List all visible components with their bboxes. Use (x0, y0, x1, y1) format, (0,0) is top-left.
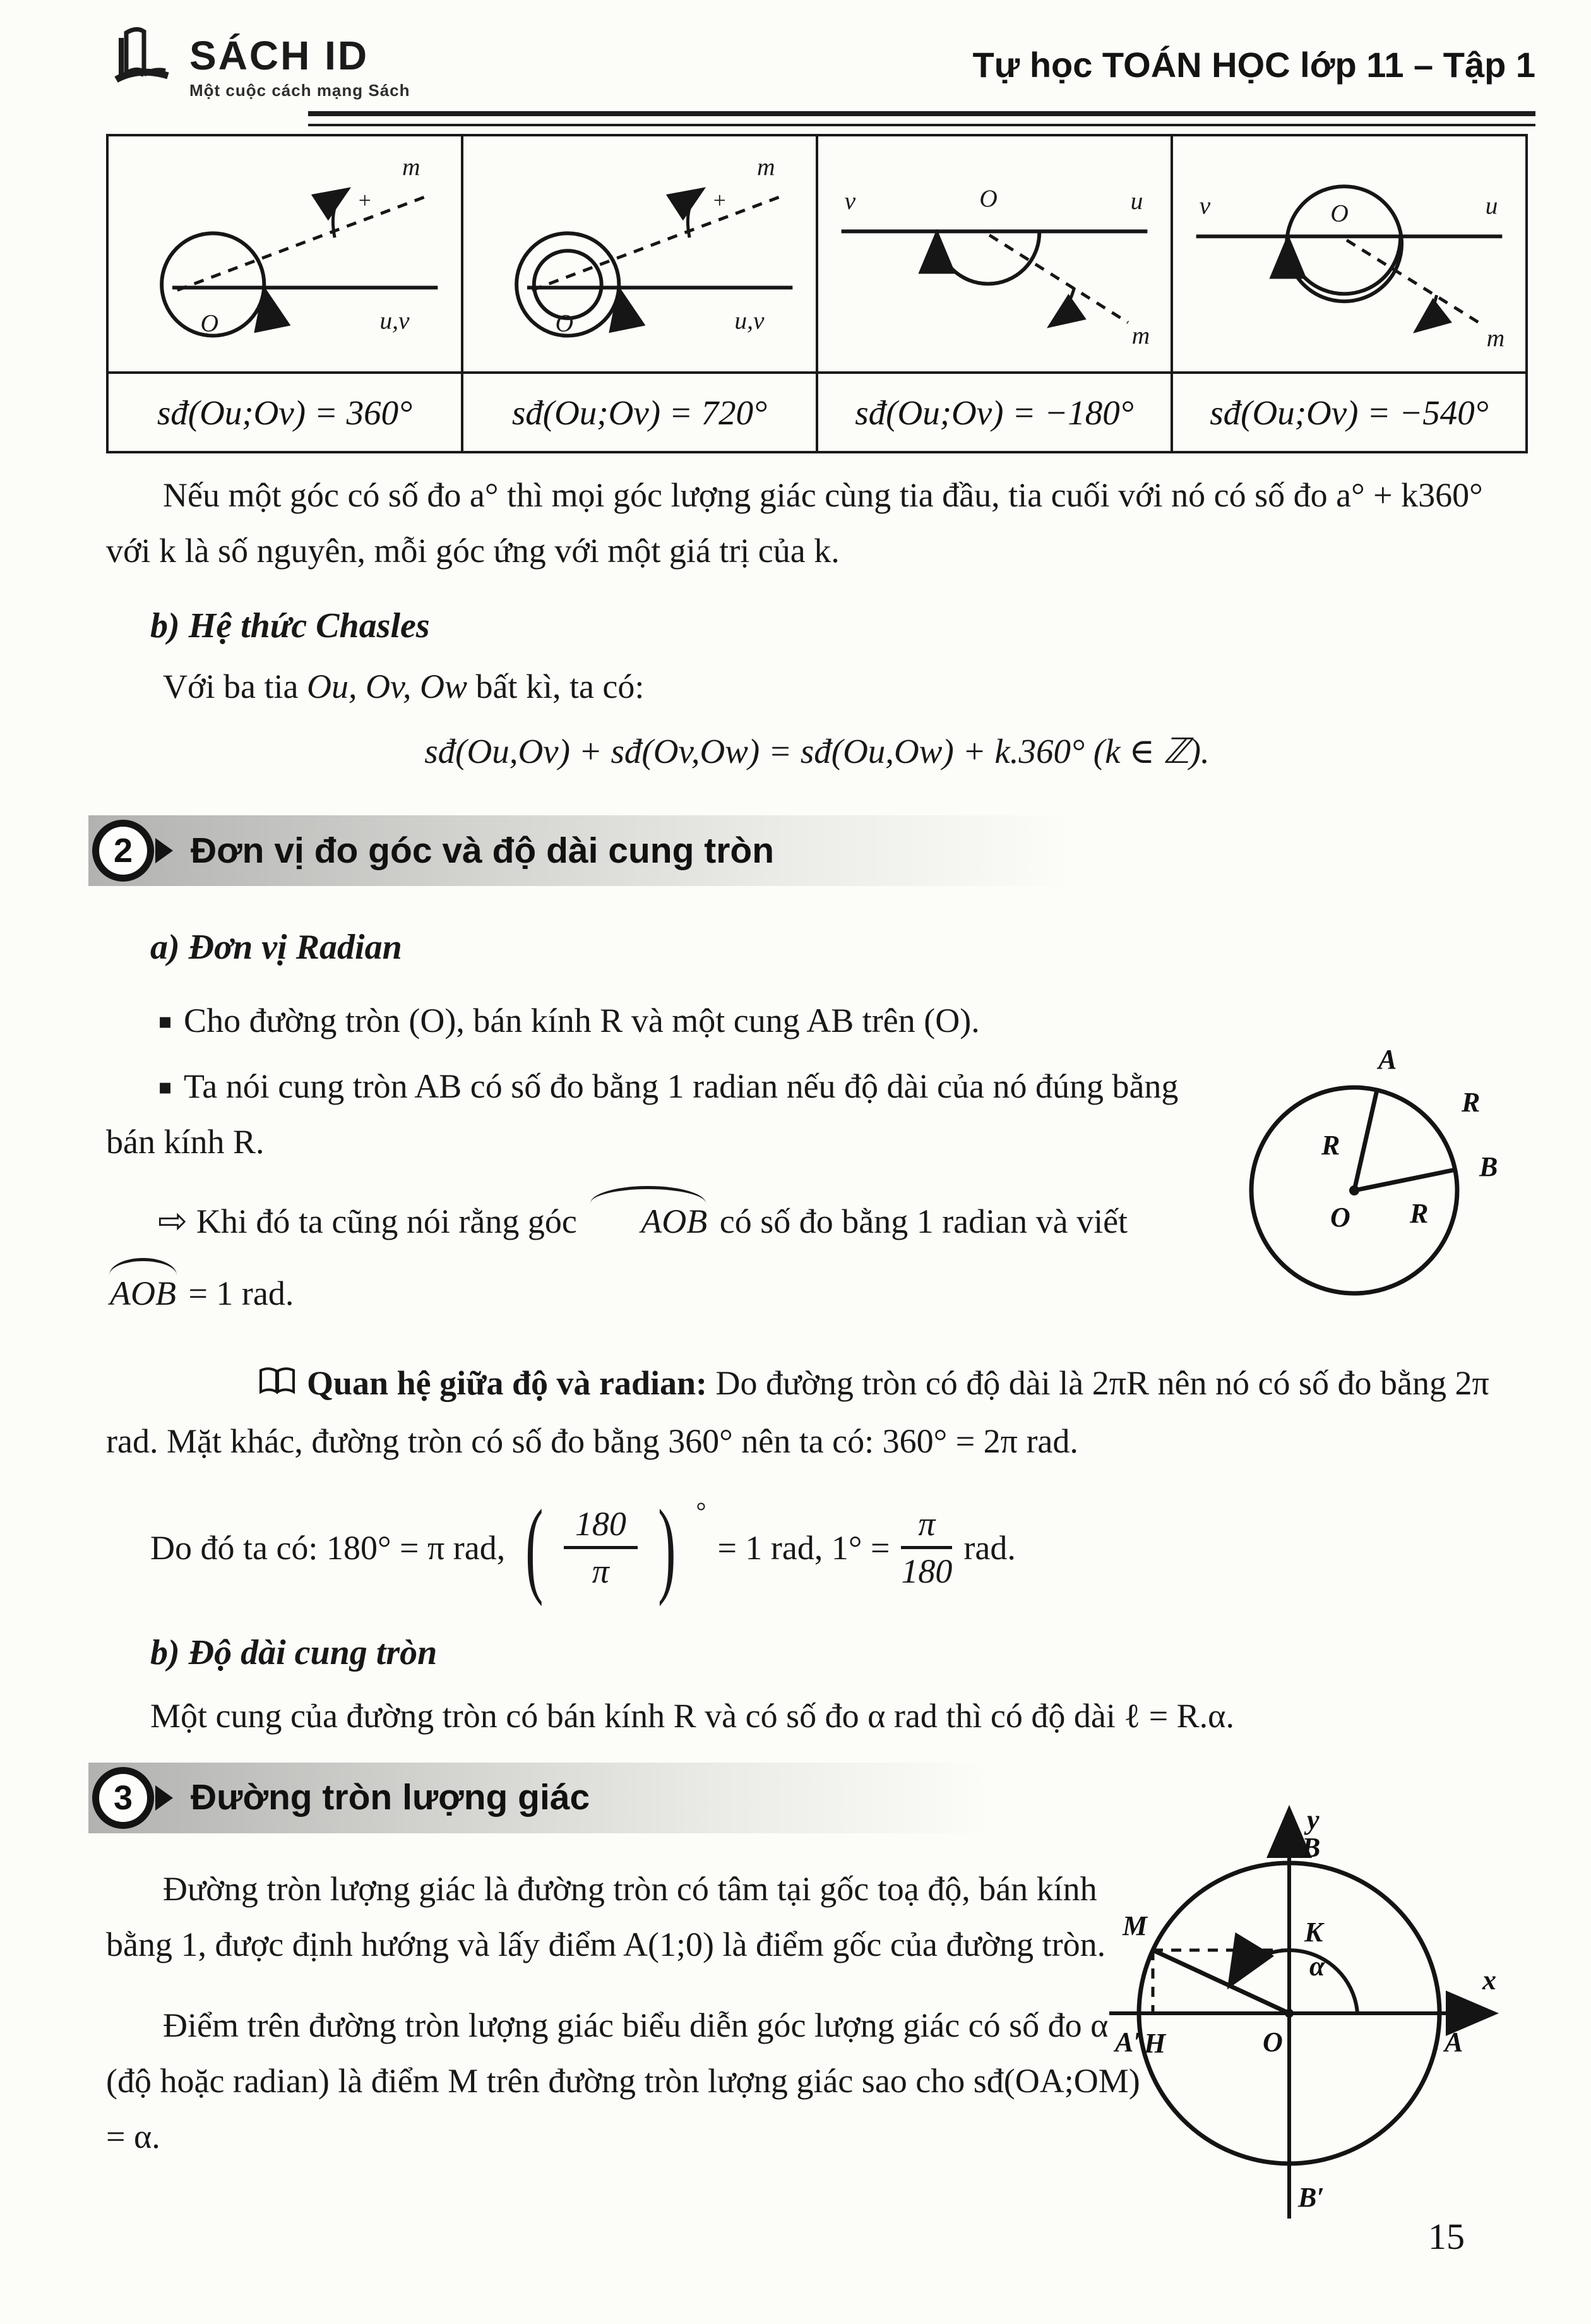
chasles-formula: sđ(Ou,Ov) + sđ(Ov,Ow) = sđ(Ou,Ow) + k.360° (k ∈ ℤ). (424, 732, 1210, 771)
angle-aob-hat: AOB (106, 1257, 180, 1321)
chasles-intro-post: bất kì, ta có: (467, 668, 645, 706)
diagram-negative-540 (1172, 135, 1527, 373)
left-paren: ( (525, 1488, 544, 1607)
caption-minus-540: sđ(Ou;Ov) = −540° (1172, 373, 1527, 452)
caption-minus-180: sđ(Ou;Ov) = −180° (817, 373, 1172, 452)
section-pointer-icon (155, 838, 173, 863)
unit-circle-para-1: Đường tròn lượng giác là đường tròn có tâm tại gốc toạ độ, bán kính bằng 1, được định hướng và lấy điểm A(1;0) là điểm gốc của đường tròn. (106, 1869, 1106, 1963)
x-axis-label: x (1482, 1965, 1496, 1996)
section-pointer-icon (155, 1785, 173, 1811)
y-axis-label: y (1307, 1804, 1320, 1835)
relation-text: Do đường tròn có độ dài là 2πR nên nó có số đo bằng 2π rad. Mặt khác, đường tròn có số đo bằng 360° nên ta có: 360° = 2π rad. (106, 1363, 1489, 1460)
section-3-title: Đường tròn lượng giác (191, 1777, 590, 1818)
degree-formula-middle: = 1 rad, 1° = (717, 1528, 890, 1567)
open-book-icon (182, 1358, 297, 1413)
ray-u-label: u (1485, 191, 1498, 220)
logo-tagline: Một cuộc cách mạng Sách (189, 81, 410, 100)
caption-360: sđ(Ou;Ov) = 360° (107, 373, 462, 452)
diagram-positive-360 (107, 135, 462, 373)
aob-value: = 1 rad. (188, 1274, 294, 1312)
fraction-numerator: π (901, 1504, 952, 1549)
publisher-logo (107, 19, 410, 100)
sub-b-arc-heading: b) Độ dài cung tròn (150, 1632, 438, 1672)
radian-circle-figure (1228, 1036, 1501, 1321)
angle-examples-table (106, 134, 1528, 453)
degree-superscript: ° (696, 1496, 706, 1525)
axis-uv-label: u,v (379, 306, 410, 335)
plus-direction-label: + (358, 187, 371, 213)
logo-title: SÁCH ID (189, 33, 369, 78)
ray-v-label: v (844, 186, 856, 215)
angle-aob-hat: AOB (585, 1185, 711, 1249)
point-b-prime-label: B′ (1298, 2182, 1325, 2213)
axis-uv-label: u,v (734, 306, 765, 335)
section-2-number-badge: 2 (92, 820, 154, 882)
ray-u-label: u (1130, 186, 1143, 215)
point-h-label: H (1144, 2028, 1166, 2059)
point-o-label: O (1330, 1202, 1350, 1233)
open-book-logo-icon (107, 19, 183, 98)
degree-formula-prefix: Do đó ta có: 180° = π rad, (150, 1528, 506, 1567)
point-k-label: K (1304, 1917, 1323, 1948)
point-a-label: A (1445, 2027, 1463, 2057)
point-o-label: O (1263, 2027, 1283, 2057)
radian-bullet-1-text: Cho đường tròn (O), bán kính R và một cung AB trên (O). (184, 1002, 980, 1040)
radian-note-pre: Khi đó ta cũng nói rằng góc (196, 1202, 586, 1241)
ray-m-label: m (1131, 321, 1150, 350)
degree-formula-suffix: rad. (963, 1528, 1016, 1567)
ray-m-label: m (1486, 324, 1505, 352)
right-arrow-icon: ⇨ (158, 1201, 188, 1242)
logo-text (189, 19, 410, 100)
radian-note-post: có số đo bằng 1 radian và viết (711, 1202, 1128, 1241)
page-header (107, 19, 1535, 133)
point-a-prime-label: A′ (1115, 2027, 1141, 2057)
fraction-pi-over-180 (901, 1504, 952, 1591)
relation-label: Quan hệ giữa độ và radian: (307, 1363, 708, 1402)
section-3-number-badge: 3 (92, 1767, 154, 1829)
unit-circle-para-2: Điểm trên đường tròn lượng giác biểu diễn góc lượng giác có số đo α (độ hoặc radian) là điểm M trên đường tròn lượng giác sao cho sđ(OA;OM) = α. (106, 2006, 1140, 2155)
fraction-denominator: 180 (901, 1552, 953, 1591)
diagram-negative-180 (817, 135, 1172, 373)
radius-r-label: R (1321, 1130, 1340, 1161)
right-paren: ) (657, 1488, 676, 1607)
point-b-label: B (1302, 1832, 1321, 1863)
section-3-heading-band (88, 1763, 991, 1833)
table-row (107, 135, 1527, 373)
diagram-positive-720 (462, 135, 817, 373)
degree-formula-row (150, 1488, 1528, 1608)
chasles-heading: b) Hệ thức Chasles (150, 606, 430, 646)
caption-720: sđ(Ou;Ov) = 720° (462, 373, 817, 452)
point-a-label: A (1378, 1044, 1397, 1075)
sub-a-radian-heading: a) Đơn vị Radian (150, 927, 402, 967)
chasles-intro-pre: Với ba tia (163, 668, 307, 706)
square-bullet-icon: ▪ (158, 1009, 173, 1034)
ray-m-label: m (756, 153, 775, 181)
section-2-heading-band (88, 815, 1073, 886)
arc-r-label: R (1462, 1087, 1481, 1118)
arc-length-text: Một cung của đường tròn có bán kính R và có số đo α rad thì có độ dài ℓ = R.α. (150, 1696, 1234, 1735)
ray-m-label: m (402, 153, 420, 181)
degree-radian-relation (106, 1355, 1528, 1469)
fraction-denominator: π (592, 1552, 609, 1591)
radius-r-label: R (1410, 1198, 1429, 1229)
point-b-label: B (1479, 1151, 1498, 1182)
plus-direction-label: + (713, 187, 726, 213)
origin-label: O (200, 309, 219, 337)
origin-label: O (555, 309, 574, 337)
radian-bullet-2 (106, 1058, 1217, 1170)
unit-circle-figure (1087, 1761, 1518, 2261)
ray-v-label: v (1199, 191, 1211, 220)
page-number: 15 (1428, 2216, 1465, 2257)
origin-label: O (979, 184, 998, 212)
origin-label: O (1330, 199, 1349, 227)
fraction-numerator: 180 (564, 1504, 638, 1549)
fraction-180-over-pi (564, 1504, 638, 1591)
radian-bullet-2-text: Ta nói cung tròn AB có số đo bằng 1 radian nếu độ dài của nó đúng bằng bán kính R. (106, 1067, 1179, 1161)
section-2-title: Đơn vị đo góc và độ dài cung tròn (191, 830, 775, 871)
square-bullet-icon: ▪ (158, 1074, 173, 1100)
radian-note (106, 1185, 1217, 1250)
table-row (107, 373, 1527, 452)
chasles-intro (106, 659, 1528, 714)
header-divider (308, 111, 1535, 126)
alpha-angle-label: α (1309, 1951, 1325, 1982)
point-m-label: M (1123, 1910, 1148, 1941)
book-title: Tự học TOÁN HỌC lớp 11 – Tập 1 (972, 45, 1535, 85)
chasles-intro-rays: Ou, Ov, Ow (307, 668, 467, 706)
intro-paragraph: Nếu một góc có số đo a° thì mọi góc lượng giác cùng tia đầu, tia cuối với nó có số đo a° + k360° với k là số nguyên, mỗi góc ứng với một giá trị của k. (106, 476, 1483, 570)
